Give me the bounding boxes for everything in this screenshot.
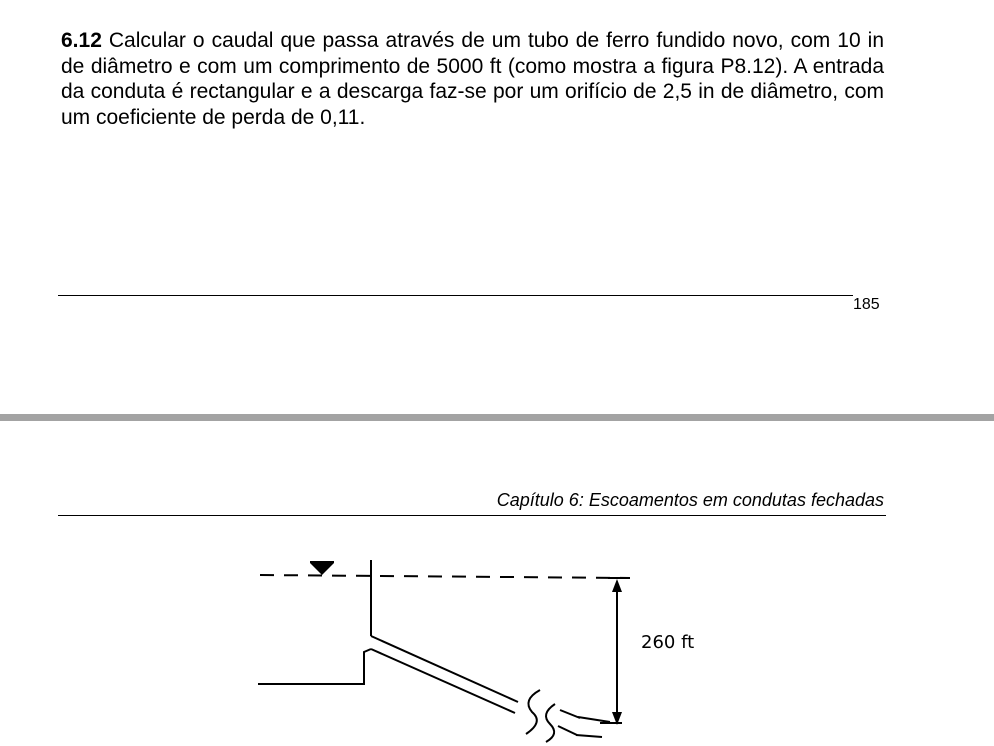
header-rule — [58, 515, 886, 516]
reservoir-bottom — [258, 649, 371, 684]
page-separator — [0, 414, 994, 421]
water-surface-triangle-icon — [310, 562, 334, 575]
footer-rule — [58, 295, 853, 296]
water-surface-line — [260, 575, 630, 578]
outlet-line-upper — [578, 717, 610, 722]
chapter-running-header: Capítulo 6: Escoamentos em condutas fechadas — [496, 490, 884, 510]
pipe-upper-wall — [371, 636, 518, 702]
dimension-arrow-top — [612, 579, 622, 592]
problem-statement — [61, 28, 884, 130]
problem-body: Calcular o caudal que passa através de um tubo de ferro fundido novo, com 10 in de diâmetro e com um comprimento de 5000 ft (como mostra a figura P8.12). A entrada da conduta é rectangular e a descarga faz-se por um orifício de 2,5 in de diâmetro, com um coeficiente de perda de 0,11. — [61, 29, 884, 129]
outlet-line-lower — [576, 735, 602, 737]
pipe-break-left — [526, 690, 540, 734]
pipe-lower-wall — [371, 649, 515, 713]
pipe-end-lower — [558, 726, 577, 735]
problem-number: 6.12 — [61, 29, 102, 52]
page-number: 185 — [853, 296, 880, 313]
pipe-end-upper — [560, 710, 580, 718]
pipe-break-right — [546, 704, 555, 742]
height-label: 260 ft — [641, 632, 695, 653]
